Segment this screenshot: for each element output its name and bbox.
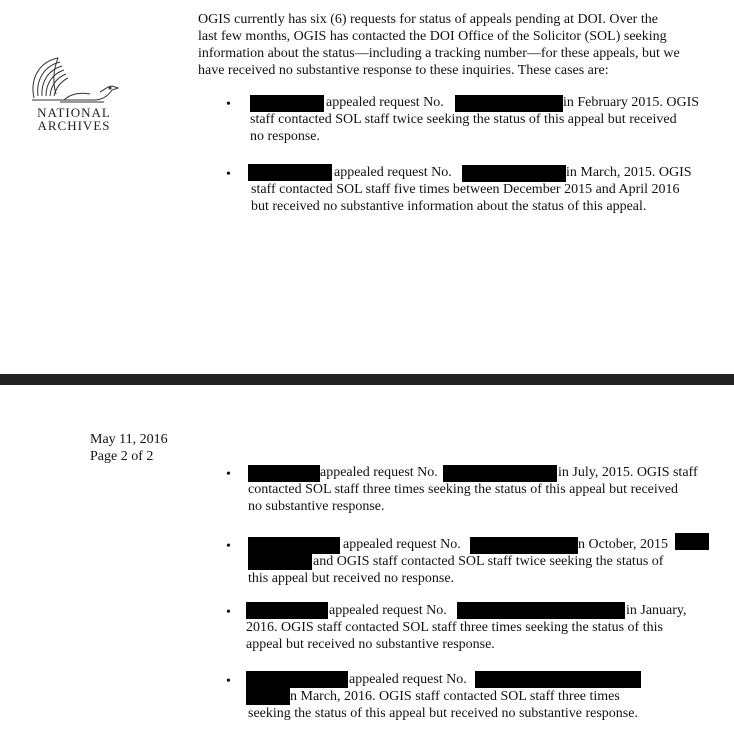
list-item — [246, 671, 716, 722]
letter-date: May 11, 2016 — [90, 432, 168, 447]
item-text: staff contacted SOL staff five times between December 2015 and April 2016 — [251, 182, 680, 197]
redaction-box — [443, 465, 557, 482]
bullet-icon: • — [226, 167, 231, 182]
page-number: Page 2 of 2 — [90, 449, 154, 464]
bullet-icon: • — [226, 539, 231, 554]
item-text: in January, — [626, 603, 687, 618]
item-text: n March, 2016. OGIS staff contacted SOL staff three times — [290, 689, 620, 704]
redaction-box — [246, 671, 348, 688]
logo-line-archives: ARCHIVES — [37, 118, 111, 133]
item-text: appealed request No. — [343, 537, 461, 552]
item-text: contacted SOL staff three times seeking the status of this appeal but received — [248, 482, 678, 497]
item-text: appealed request No. — [326, 95, 444, 110]
redaction-box — [250, 95, 324, 112]
list-item — [246, 602, 716, 653]
redaction-box — [475, 671, 641, 688]
item-text: staff contacted SOL staff twice seeking the status of this appeal but received — [250, 112, 677, 127]
bullet-icon: • — [226, 674, 231, 689]
intro-line: information about the status—including a tracking number—for these appeals, but we — [198, 46, 680, 61]
item-text: no response. — [250, 129, 320, 144]
item-text: appealed request No. — [334, 165, 452, 180]
bullet-icon: • — [226, 605, 231, 620]
bullet-icon: • — [226, 97, 231, 112]
list-item — [250, 94, 720, 145]
redaction-box — [675, 533, 709, 550]
redaction-box — [248, 164, 332, 181]
intro-line: OGIS currently has six (6) requests for status of appeals pending at DOI. Over the — [198, 12, 658, 27]
item-text: n October, 2015 — [578, 537, 669, 552]
item-text: no substantive response. — [248, 499, 385, 514]
redaction-box — [462, 165, 566, 182]
item-text: in March, 2015. OGIS — [566, 165, 692, 180]
redaction-box — [248, 553, 312, 570]
list-item — [248, 464, 718, 515]
page-divider — [0, 374, 734, 385]
redaction-box — [246, 688, 290, 705]
page-header — [90, 431, 168, 465]
eagle-emblem-icon — [24, 50, 124, 106]
redaction-box — [455, 95, 563, 112]
item-text: appealed request No. — [320, 465, 438, 480]
item-text: in February 2015. OGIS — [563, 95, 700, 110]
item-text: in July, 2015. OGIS staff — [558, 465, 698, 480]
item-text: and OGIS staff contacted SOL staff twice seeking the status of — [313, 554, 664, 569]
item-text: seeking the status of this appeal but received no substantive response. — [248, 706, 638, 721]
list-item — [248, 164, 718, 215]
item-text: appealed request No. — [329, 603, 447, 618]
national-archives-logo — [22, 50, 126, 140]
list-item — [248, 536, 718, 587]
bullet-icon: • — [226, 467, 231, 482]
item-text: this appeal but received no response. — [248, 571, 455, 586]
intro-line: last few months, OGIS has contacted the DOI Office of the Solicitor (SOL) seeking — [198, 29, 667, 44]
item-text: appeal but received no substantive response. — [246, 637, 495, 652]
redaction-box — [470, 537, 578, 554]
redaction-box — [457, 602, 625, 619]
intro-line: have received no substantive response to these inquiries. These cases are: — [198, 63, 609, 78]
redaction-box — [248, 465, 320, 482]
intro-paragraph — [198, 11, 718, 79]
redaction-box — [248, 537, 340, 554]
logo-line-national: NATIONAL — [37, 105, 111, 120]
item-text: appealed request No. — [349, 672, 467, 687]
item-text: 2016. OGIS staff contacted SOL staff three times seeking the status of this — [246, 620, 663, 635]
item-text: but received no substantive information about the status of this appeal. — [251, 199, 647, 214]
redaction-box — [246, 602, 328, 619]
